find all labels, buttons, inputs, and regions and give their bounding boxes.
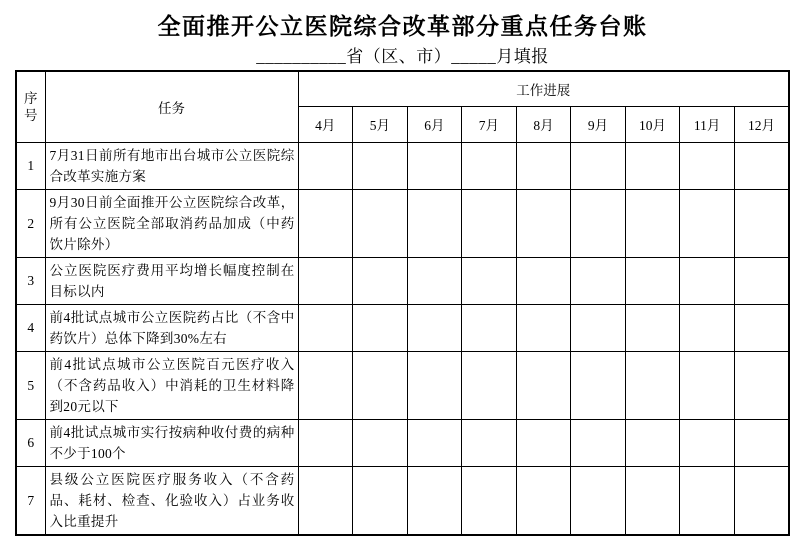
progress-cell[interactable] [516, 189, 571, 257]
progress-cell[interactable] [625, 351, 680, 419]
progress-cell[interactable] [298, 142, 353, 189]
month-header-jul: 7月 [462, 106, 517, 142]
progress-cell[interactable] [298, 419, 353, 466]
row-index: 4 [16, 304, 45, 351]
month-header-may: 5月 [353, 106, 408, 142]
task-cell: 公立医院医疗费用平均增长幅度控制在目标以内 [45, 257, 298, 304]
progress-cell[interactable] [407, 257, 462, 304]
header-row-top [16, 71, 789, 106]
month-header-aug: 8月 [516, 106, 571, 142]
progress-cell[interactable] [734, 419, 789, 466]
row-index: 2 [16, 189, 45, 257]
progress-cell[interactable] [625, 466, 680, 535]
progress-cell[interactable] [571, 351, 626, 419]
progress-cell[interactable] [734, 304, 789, 351]
month-header-nov: 11月 [680, 106, 735, 142]
progress-cell[interactable] [625, 189, 680, 257]
month-header-jun: 6月 [407, 106, 462, 142]
task-cell: 前4批试点城市实行按病种收付费的病种不少于100个 [45, 419, 298, 466]
progress-cell[interactable] [407, 466, 462, 535]
progress-cell[interactable] [462, 351, 517, 419]
month-header-sep: 9月 [571, 106, 626, 142]
header-progress: 工作进展 [298, 71, 789, 106]
table-row [16, 351, 789, 419]
progress-cell[interactable] [734, 189, 789, 257]
table-row [16, 304, 789, 351]
progress-cell[interactable] [353, 142, 408, 189]
progress-cell[interactable] [462, 142, 517, 189]
progress-cell[interactable] [734, 142, 789, 189]
progress-cell[interactable] [462, 257, 517, 304]
progress-cell[interactable] [407, 351, 462, 419]
progress-cell[interactable] [516, 142, 571, 189]
progress-cell[interactable] [516, 304, 571, 351]
progress-cell[interactable] [462, 304, 517, 351]
progress-cell[interactable] [298, 351, 353, 419]
table-row [16, 142, 789, 189]
row-index: 7 [16, 466, 45, 535]
table-row [16, 466, 789, 535]
table-row [16, 257, 789, 304]
progress-cell[interactable] [407, 419, 462, 466]
progress-cell[interactable] [516, 466, 571, 535]
progress-cell[interactable] [353, 466, 408, 535]
task-cell: 前4批试点城市公立医院药占比（不含中药饮片）总体下降到30%左右 [45, 304, 298, 351]
task-ledger-table [15, 70, 790, 536]
progress-cell[interactable] [462, 189, 517, 257]
progress-cell[interactable] [571, 304, 626, 351]
progress-cell[interactable] [516, 419, 571, 466]
progress-cell[interactable] [353, 304, 408, 351]
progress-cell[interactable] [734, 257, 789, 304]
progress-cell[interactable] [680, 257, 735, 304]
progress-cell[interactable] [298, 466, 353, 535]
progress-cell[interactable] [734, 351, 789, 419]
progress-cell[interactable] [353, 189, 408, 257]
progress-cell[interactable] [680, 419, 735, 466]
month-header-oct: 10月 [625, 106, 680, 142]
row-index: 1 [16, 142, 45, 189]
progress-cell[interactable] [625, 304, 680, 351]
progress-cell[interactable] [625, 419, 680, 466]
document-title: 全面推开公立医院综合改革部分重点任务台账 [157, 14, 648, 39]
document-subtitle: __________省（区、市）_____月填报 [256, 47, 549, 66]
progress-cell[interactable] [571, 142, 626, 189]
progress-cell[interactable] [353, 351, 408, 419]
header-index: 序号 [16, 71, 45, 142]
task-cell: 7月31日前所有地市出台城市公立医院综合改革实施方案 [45, 142, 298, 189]
progress-cell[interactable] [462, 419, 517, 466]
progress-cell[interactable] [462, 466, 517, 535]
row-index: 6 [16, 419, 45, 466]
progress-cell[interactable] [407, 142, 462, 189]
table-row [16, 419, 789, 466]
task-cell: 县级公立医院医疗服务收入（不含药品、耗材、检查、化验收入）占业务收入比重提升 [45, 466, 298, 535]
progress-cell[interactable] [298, 304, 353, 351]
progress-cell[interactable] [625, 142, 680, 189]
progress-cell[interactable] [407, 304, 462, 351]
progress-cell[interactable] [571, 419, 626, 466]
row-index: 5 [16, 351, 45, 419]
header-task: 任务 [45, 71, 298, 142]
task-cell: 前4批试点城市公立医院百元医疗收入（不含药品收入）中消耗的卫生材料降到20元以下 [45, 351, 298, 419]
progress-cell[interactable] [680, 189, 735, 257]
progress-cell[interactable] [571, 466, 626, 535]
progress-cell[interactable] [680, 142, 735, 189]
progress-cell[interactable] [571, 257, 626, 304]
month-header-dec: 12月 [734, 106, 789, 142]
row-index: 3 [16, 257, 45, 304]
progress-cell[interactable] [516, 257, 571, 304]
progress-cell[interactable] [680, 304, 735, 351]
progress-cell[interactable] [407, 189, 462, 257]
month-header-apr: 4月 [298, 106, 353, 142]
progress-cell[interactable] [734, 466, 789, 535]
progress-cell[interactable] [680, 466, 735, 535]
progress-cell[interactable] [516, 351, 571, 419]
progress-cell[interactable] [353, 257, 408, 304]
progress-cell[interactable] [625, 257, 680, 304]
progress-cell[interactable] [571, 189, 626, 257]
task-cell: 9月30日前全面推开公立医院综合改革，所有公立医院全部取消药品加成（中药饮片除外） [45, 189, 298, 257]
progress-cell[interactable] [298, 257, 353, 304]
table-row [16, 189, 789, 257]
progress-cell[interactable] [353, 419, 408, 466]
progress-cell[interactable] [298, 189, 353, 257]
progress-cell[interactable] [680, 351, 735, 419]
